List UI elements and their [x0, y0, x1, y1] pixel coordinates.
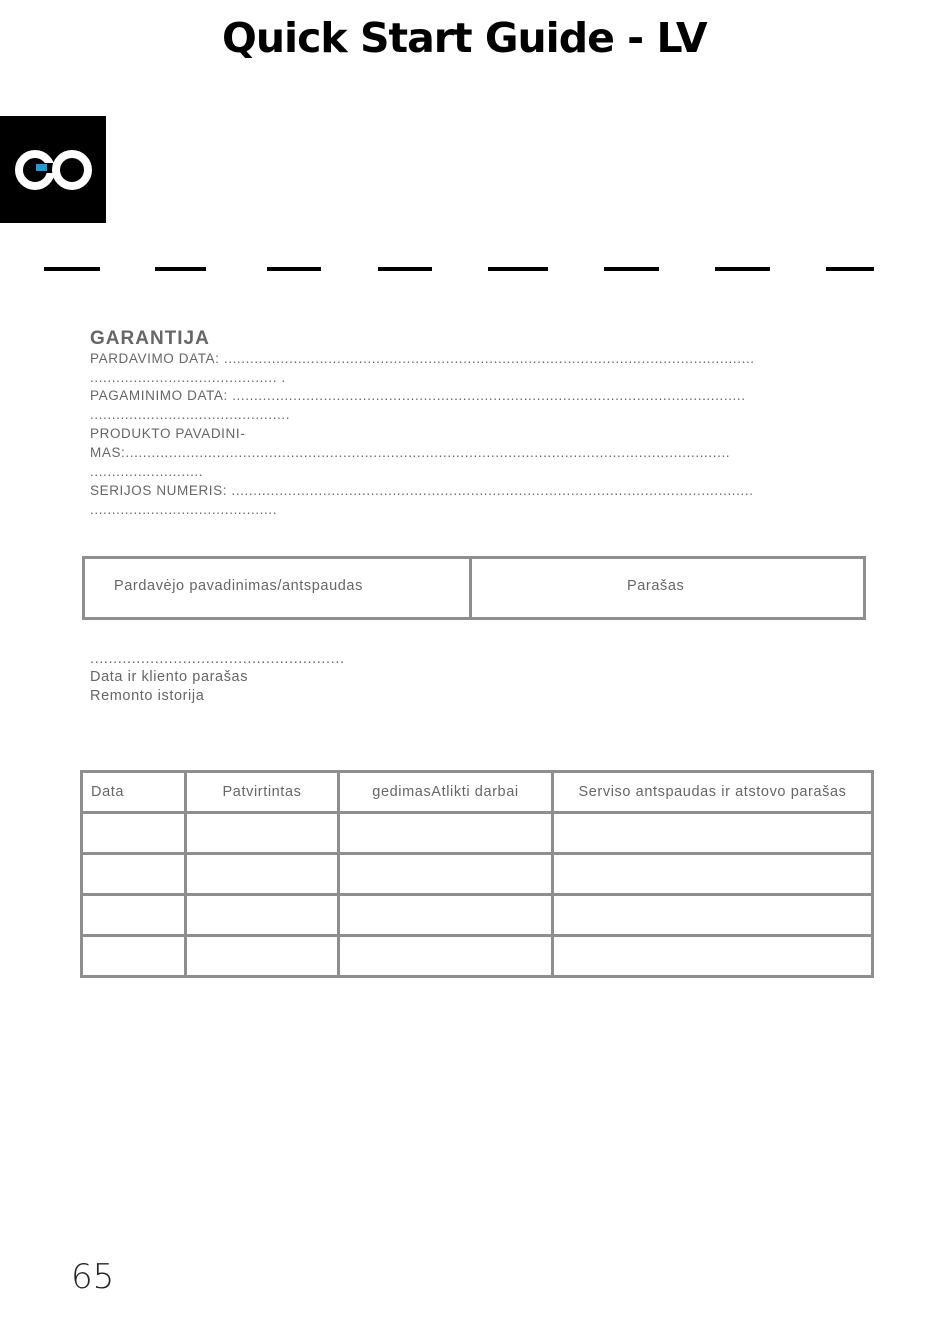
table-cell[interactable] [339, 813, 553, 854]
product-name-field-cont[interactable]: .......................... [90, 464, 204, 479]
table-cell[interactable] [82, 936, 186, 977]
serial-number-field-cont[interactable]: ........................................... [90, 502, 278, 517]
table-header-row [82, 772, 873, 813]
table-cell[interactable] [82, 813, 186, 854]
cut-dash [488, 267, 548, 271]
date-customer-signature-label: Data ir kliento parašas [90, 669, 249, 685]
box-divider [469, 559, 472, 617]
header-service-stamp: Serviso antspaudas ir atstovo parašas [553, 772, 873, 813]
manufacture-date-field-cont[interactable]: .............................................. [90, 407, 291, 422]
repair-history-table [80, 770, 874, 978]
table-cell[interactable] [186, 813, 339, 854]
header-fault-work: gedimasAtlikti darbai [339, 772, 553, 813]
cut-dash [715, 267, 770, 271]
customer-signature-line[interactable]: ....................................................... [90, 651, 345, 667]
table-cell[interactable] [186, 895, 339, 936]
header-date: Data [82, 772, 186, 813]
table-row [82, 813, 873, 854]
table-row [82, 854, 873, 895]
warranty-title: GARANTIJA [90, 328, 210, 349]
page-number: 65 [71, 1257, 115, 1297]
seller-signature-box [82, 556, 866, 620]
table-cell[interactable] [339, 936, 553, 977]
manufacture-date-field[interactable]: PAGAMINIMO DATA: ...................................................................................................................... [90, 388, 746, 403]
seller-stamp-label: Pardavėjo pavadinimas/antspaudas [114, 578, 363, 594]
sale-date-field[interactable]: PARDAVIMO DATA: .......................................................................................................................... [90, 351, 755, 366]
table-cell[interactable] [553, 813, 873, 854]
sale-date-field-cont[interactable]: ........................................... . [90, 370, 286, 385]
go-logo-icon [0, 116, 106, 223]
cut-dash [44, 267, 100, 271]
cut-dash [378, 267, 432, 271]
cut-dash [826, 267, 874, 271]
cut-dash [267, 267, 321, 271]
serial-number-field[interactable]: SERIJOS NUMERIS: ........................................................................................................................ [90, 483, 754, 498]
table-cell[interactable] [82, 854, 186, 895]
table-cell[interactable] [553, 895, 873, 936]
product-name-label: PRODUKTO PAVADINI- [90, 426, 246, 441]
table-row [82, 936, 873, 977]
repair-history-label: Remonto istorija [90, 688, 205, 704]
signature-label: Parašas [627, 578, 685, 594]
table-cell[interactable] [339, 854, 553, 895]
table-row [82, 895, 873, 936]
table-cell[interactable] [186, 854, 339, 895]
product-name-field[interactable]: MAS:........................................................................................................................................... [90, 445, 731, 460]
table-cell[interactable] [186, 936, 339, 977]
table-cell[interactable] [339, 895, 553, 936]
table-cell[interactable] [553, 936, 873, 977]
table-cell[interactable] [82, 895, 186, 936]
table-cell[interactable] [553, 854, 873, 895]
header-confirmed: Patvirtintas [186, 772, 339, 813]
page-title: Quick Start Guide - LV [222, 14, 707, 62]
cut-dash [604, 267, 659, 271]
cut-dash [155, 267, 206, 271]
